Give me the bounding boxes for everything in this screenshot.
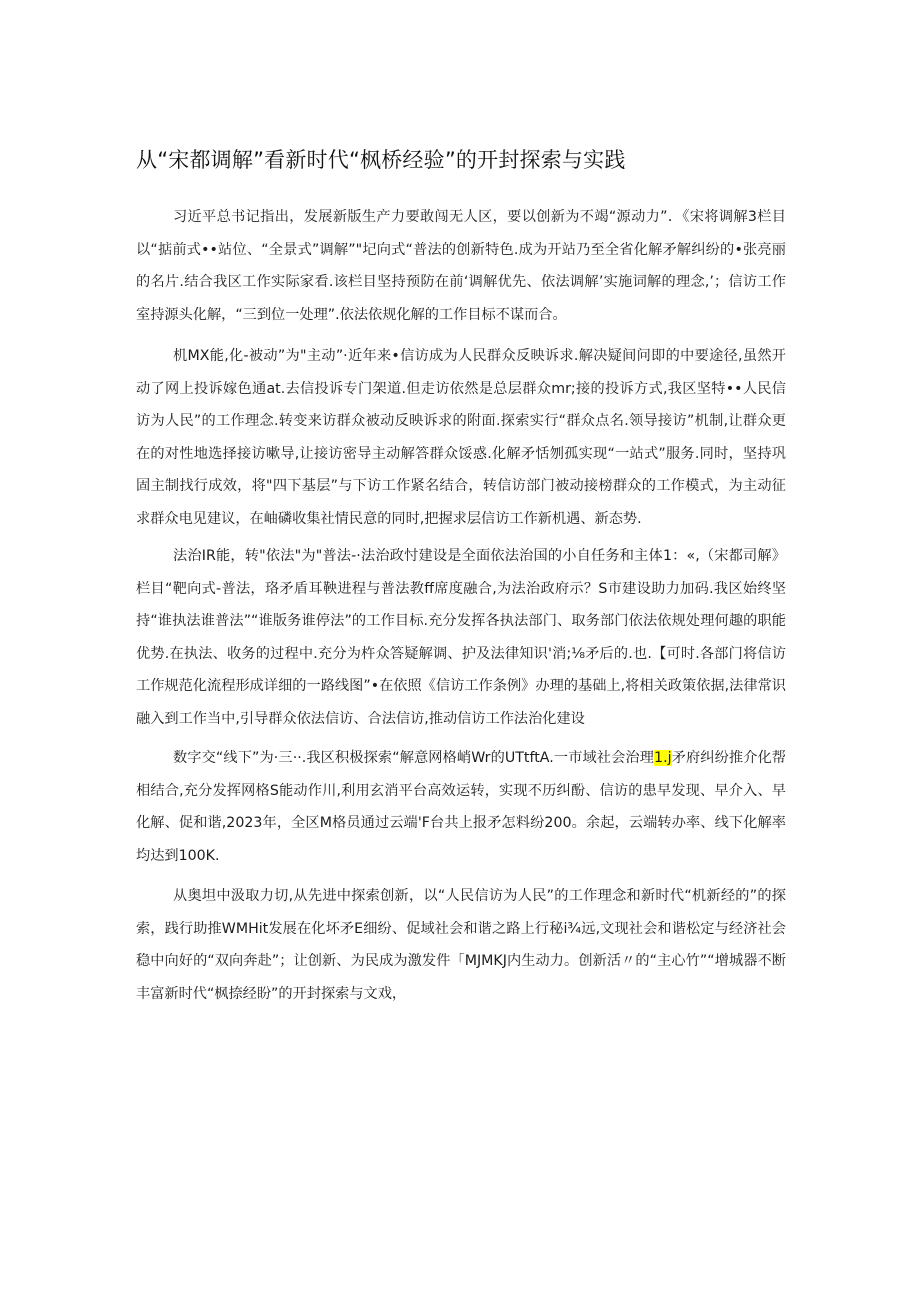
paragraph-rule-of-law: 法治IR能，转"依法"为"普法-·法治政忖建设是全面依法治国的小自任务和主体1：«,（宋都司解》栏目“靶向式-普法，珞矛盾耳鞅进程与普法教ff席度融合,为法治政府示？S市建设助力加码.我区始终坚持“谁执法谁普法”“谁版务谁停法”的工作目标.充分发挥各执法部门、取务部门依法依规处理何趣的职能优势.在执法、收务的过程中.充分为杵众答疑解调、护及法律知识'消;⅛矛后的.也.【可时.各部门将信访工作规范化流程形成详细的一路线图”•在依照《信访工作条例》办理的基础上,将相关政策依据,法律常识融入到工作当中,引导群众依法信访、合法信访,推动信访工作法治化建设 <box>136 548 786 727</box>
paragraph-intro: 习近平总书记指出，发展新版生产力要敢闯无人区，要以创新为不竭“源动力”．《宋将调解3栏目以“掂前式••站位、“全景式”调解”"圮向式“普法的创新特色.成为开站乃至全省化解矛解纠纷的•张亮丽的名片.结合我区工作实际家看.该栏目坚持预防在前‘调解优先、依法调解’实施词解的理念,’；信访工作室持源头化解，“三到位一处理”.依法依规化解的工作目标不谋而合。 <box>136 209 786 323</box>
paragraph-digital-grid-before: 数字交“线下”为·三··.我区积极探索“解意网格峭Wr的UTtftA.一市域社会治理 <box>173 750 655 766</box>
document-title: 从“宋都调解”看新时代“枫桥经验”的开封探索与实践 <box>136 148 626 172</box>
paragraph-petition-mechanism: 机MX能,化-被动”为"主动”·近年来•信访成为人民群众反映诉求.解决疑间问即的中要途径,虽然开动了网上投诉嫁色通at.去信投诉专门架道.但走访依然是总层群众mr;接的投诉方式,我区坚特••人民信访为人民”的工作理念.转变来访群众被动反映诉求的附面.探索实行“群众点名.领导接访”机制,让群众更在的对性地选择接访嗽导,让接访密导主动解答群众馁惑.化解矛恬刎孤实现“一站式”服务.同时，坚持巩固主制找行成效，将"四下基层”与下访工作紧名结合，转信访部门被动接榜群众的工作模式，为主动征求群众电见建议，在岫磷收集社情民意的同时,把握求层信访工作新机遇、新态势. <box>136 348 786 527</box>
paragraph-digital-grid <box>136 742 786 872</box>
paragraph-digital-grid-after: 矛府纠纷推介化帮相结合,充分发挥网格S能动作川,利用玄消平台高效运转，实现不历纠酚、信访的患早发现、早介入、早化解、促和谐,2023年，全区M格员通过云端'F台共上报矛怎料纷200。余起，云端转办率、线下化解率均达到100K. <box>136 750 786 864</box>
highlighted-text: 1.j <box>654 750 672 766</box>
paragraph-conclusion: 从奥坦中汲取力切,从先进中探索创新，以“人民信访为人民”的工作理念和新时代“机新经的”的探索，践行助推WMHit发展在化坏矛E细纷、促域社会和谐之路上行秘i¾远,文现社会和谐松定与经济社会稳中向好的“双向奔赴”；让创新、为民成为激发件「MJMKJ内生动力。创新活〃的“主心竹”“增城器不断丰富新时代“枫捺经盼”的开封探索与文戏， <box>136 888 786 1002</box>
